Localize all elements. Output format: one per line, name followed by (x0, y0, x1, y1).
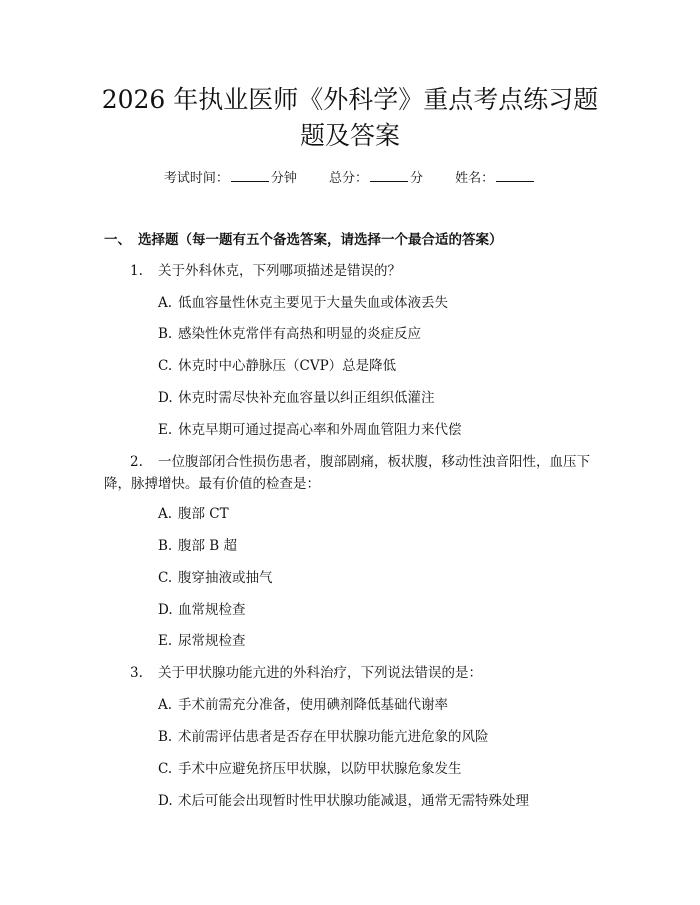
option-letter: A. (158, 295, 173, 311)
option-1e (158, 420, 618, 440)
name-label: 姓名： (455, 171, 495, 186)
option-letter: C. (158, 358, 173, 374)
option-1a (158, 293, 618, 313)
question-text: 关于甲状腺功能亢进的外科治疗，下列说法错误的是： (158, 665, 482, 681)
exam-time-blank (231, 168, 269, 182)
option-text: 低血容量性休克主要见于大量失血或体液丢失 (178, 295, 448, 311)
option-3c (158, 759, 618, 779)
option-text: 感染性休克常伴有高热和明显的炎症反应 (178, 326, 421, 342)
exam-time-field (164, 168, 297, 189)
exam-info-line (0, 168, 700, 189)
document-title-line-1: 2026 年执业医师《外科学》重点考点练习题 (101, 85, 599, 114)
option-2b (158, 536, 618, 556)
option-letter: C. (158, 570, 173, 586)
option-text: 腹部 B 超 (178, 538, 238, 554)
option-1c (158, 356, 618, 376)
total-score-label: 总分： (328, 171, 368, 186)
option-3a (158, 695, 618, 715)
option-3b (158, 727, 618, 747)
question-1 (104, 260, 604, 282)
question-3 (104, 662, 604, 684)
question-text: 一位腹部闭合性损伤患者，腹部剧痛，板状腹，移动性浊音阳性，血压下降，脉搏增快。最有价值的检查是： (104, 454, 590, 492)
section-number: 一、 (104, 232, 131, 248)
option-2a (158, 504, 618, 524)
name-blank (496, 168, 534, 182)
total-score-unit: 分 (410, 171, 424, 186)
option-text: 休克早期可通过提高心率和外周血管阻力来代偿 (178, 422, 462, 438)
option-text: 腹穿抽液或抽气 (178, 570, 273, 586)
option-letter: D. (158, 602, 173, 618)
option-letter: B. (158, 729, 173, 745)
option-letter: B. (158, 326, 173, 342)
option-letter: A. (158, 506, 173, 522)
option-text: 休克时需尽快补充血容量以纠正组织低灌注 (178, 390, 435, 406)
question-number: 3. (130, 665, 143, 681)
option-1d (158, 388, 618, 408)
option-2d (158, 600, 618, 620)
option-text: 手术前需充分准备，使用碘剂降低基础代谢率 (178, 697, 448, 713)
option-letter: B. (158, 538, 173, 554)
option-text: 术前需评估患者是否存在甲状腺功能亢进危象的风险 (178, 729, 489, 745)
name-field (455, 168, 536, 189)
option-letter: D. (158, 390, 173, 406)
option-letter: E. (158, 633, 173, 649)
total-score-blank (370, 168, 408, 182)
option-text: 手术中应避免挤压甲状腺，以防甲状腺危象发生 (178, 761, 462, 777)
option-text: 休克时中心静脉压（CVP）总是降低 (178, 358, 397, 374)
question-number: 1. (130, 263, 143, 279)
option-text: 尿常规检查 (178, 633, 246, 649)
total-score-field (329, 168, 423, 189)
option-letter: D. (158, 793, 173, 809)
option-2e (158, 631, 618, 651)
section-heading-text: 选择题（每一题有五个备选答案，请选择一个最合适的答案） (138, 232, 503, 248)
section-heading (104, 230, 503, 250)
question-text: 关于外科休克，下列哪项描述是错误的？ (158, 263, 401, 279)
option-1b (158, 324, 618, 344)
option-text: 腹部 CT (178, 506, 229, 522)
document-title-line-2: 题及答案 (299, 121, 400, 150)
question-2 (104, 451, 604, 495)
question-number: 2. (130, 454, 143, 470)
option-letter: A. (158, 697, 173, 713)
option-text: 术后可能会出现暂时性甲状腺功能减退，通常无需特殊处理 (178, 793, 529, 809)
option-letter: E. (158, 422, 173, 438)
exam-time-unit: 分钟 (270, 171, 297, 186)
option-3d (158, 791, 618, 811)
option-letter: C. (158, 761, 173, 777)
option-text: 血常规检查 (178, 602, 246, 618)
option-2c (158, 568, 618, 588)
exam-time-label: 考试时间： (163, 171, 229, 186)
